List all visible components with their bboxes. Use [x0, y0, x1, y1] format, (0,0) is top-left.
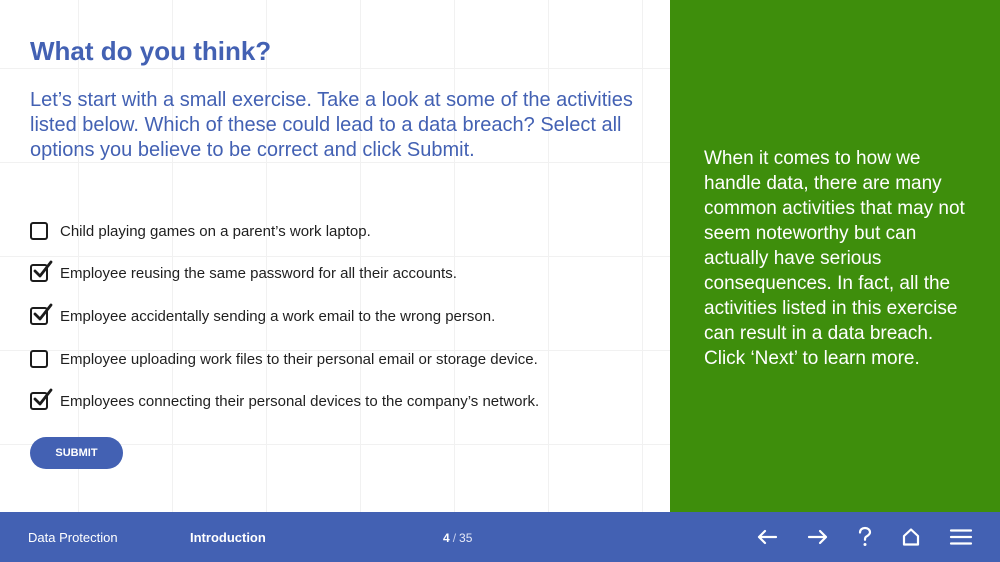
previous-button[interactable]: [751, 521, 783, 553]
checkbox[interactable]: [30, 222, 48, 240]
help-button[interactable]: [849, 521, 881, 553]
option-label: Employee uploading work files to their personal email or storage device.: [60, 350, 538, 368]
option-label: Employee accidentally sending a work email to the wrong person.: [60, 307, 496, 325]
option-2[interactable]: [30, 299, 495, 333]
menu-button[interactable]: [945, 521, 977, 553]
option-0[interactable]: [30, 214, 371, 248]
question-icon: [858, 527, 872, 547]
checkbox[interactable]: [30, 307, 48, 325]
page-separator: /: [452, 531, 457, 545]
total-pages: 35: [459, 531, 473, 545]
option-label: Employee reusing the same password for all their accounts.: [60, 264, 457, 282]
arrow-right-icon: [808, 529, 828, 545]
page-title: What do you think?: [30, 36, 272, 66]
section-title: Introduction: [190, 530, 266, 545]
home-button[interactable]: [895, 521, 927, 553]
current-page: 4: [443, 531, 450, 545]
page-counter: [443, 531, 472, 545]
checkmark-icon: [31, 302, 53, 324]
option-1[interactable]: [30, 256, 457, 290]
option-label: Employees connecting their personal devices to the company’s network.: [60, 392, 540, 410]
checkmark-icon: [31, 259, 53, 281]
checkbox[interactable]: [30, 264, 48, 282]
bottom-navigation-bar: [0, 512, 1000, 562]
instructions-text: Let’s start with a small exercise. Take a look at some of the activities listed below. Which of these could lead to a data breach? Select all options you believe to be correct and click Submit.: [30, 89, 633, 161]
feedback-panel: [670, 0, 1000, 512]
option-label: Child playing games on a parent’s work laptop.: [60, 222, 371, 240]
option-3[interactable]: [30, 342, 538, 376]
checkbox[interactable]: [30, 350, 48, 368]
arrow-left-icon: [757, 529, 777, 545]
option-4[interactable]: [30, 384, 539, 418]
checkmark-icon: [31, 387, 53, 409]
course-title: Data Protection: [28, 530, 118, 545]
next-button[interactable]: [802, 521, 834, 553]
home-icon: [902, 528, 920, 546]
menu-icon: [950, 529, 972, 545]
submit-button[interactable]: SUBMIT: [30, 437, 123, 469]
feedback-text: When it comes to how we handle data, there are many common activities that may not seem noteworthy but can actually have serious consequences. In fact, all the activities listed in this exercise can result in a data breach. Click ‘Next’ to learn more.: [704, 148, 965, 369]
checkbox[interactable]: [30, 392, 48, 410]
